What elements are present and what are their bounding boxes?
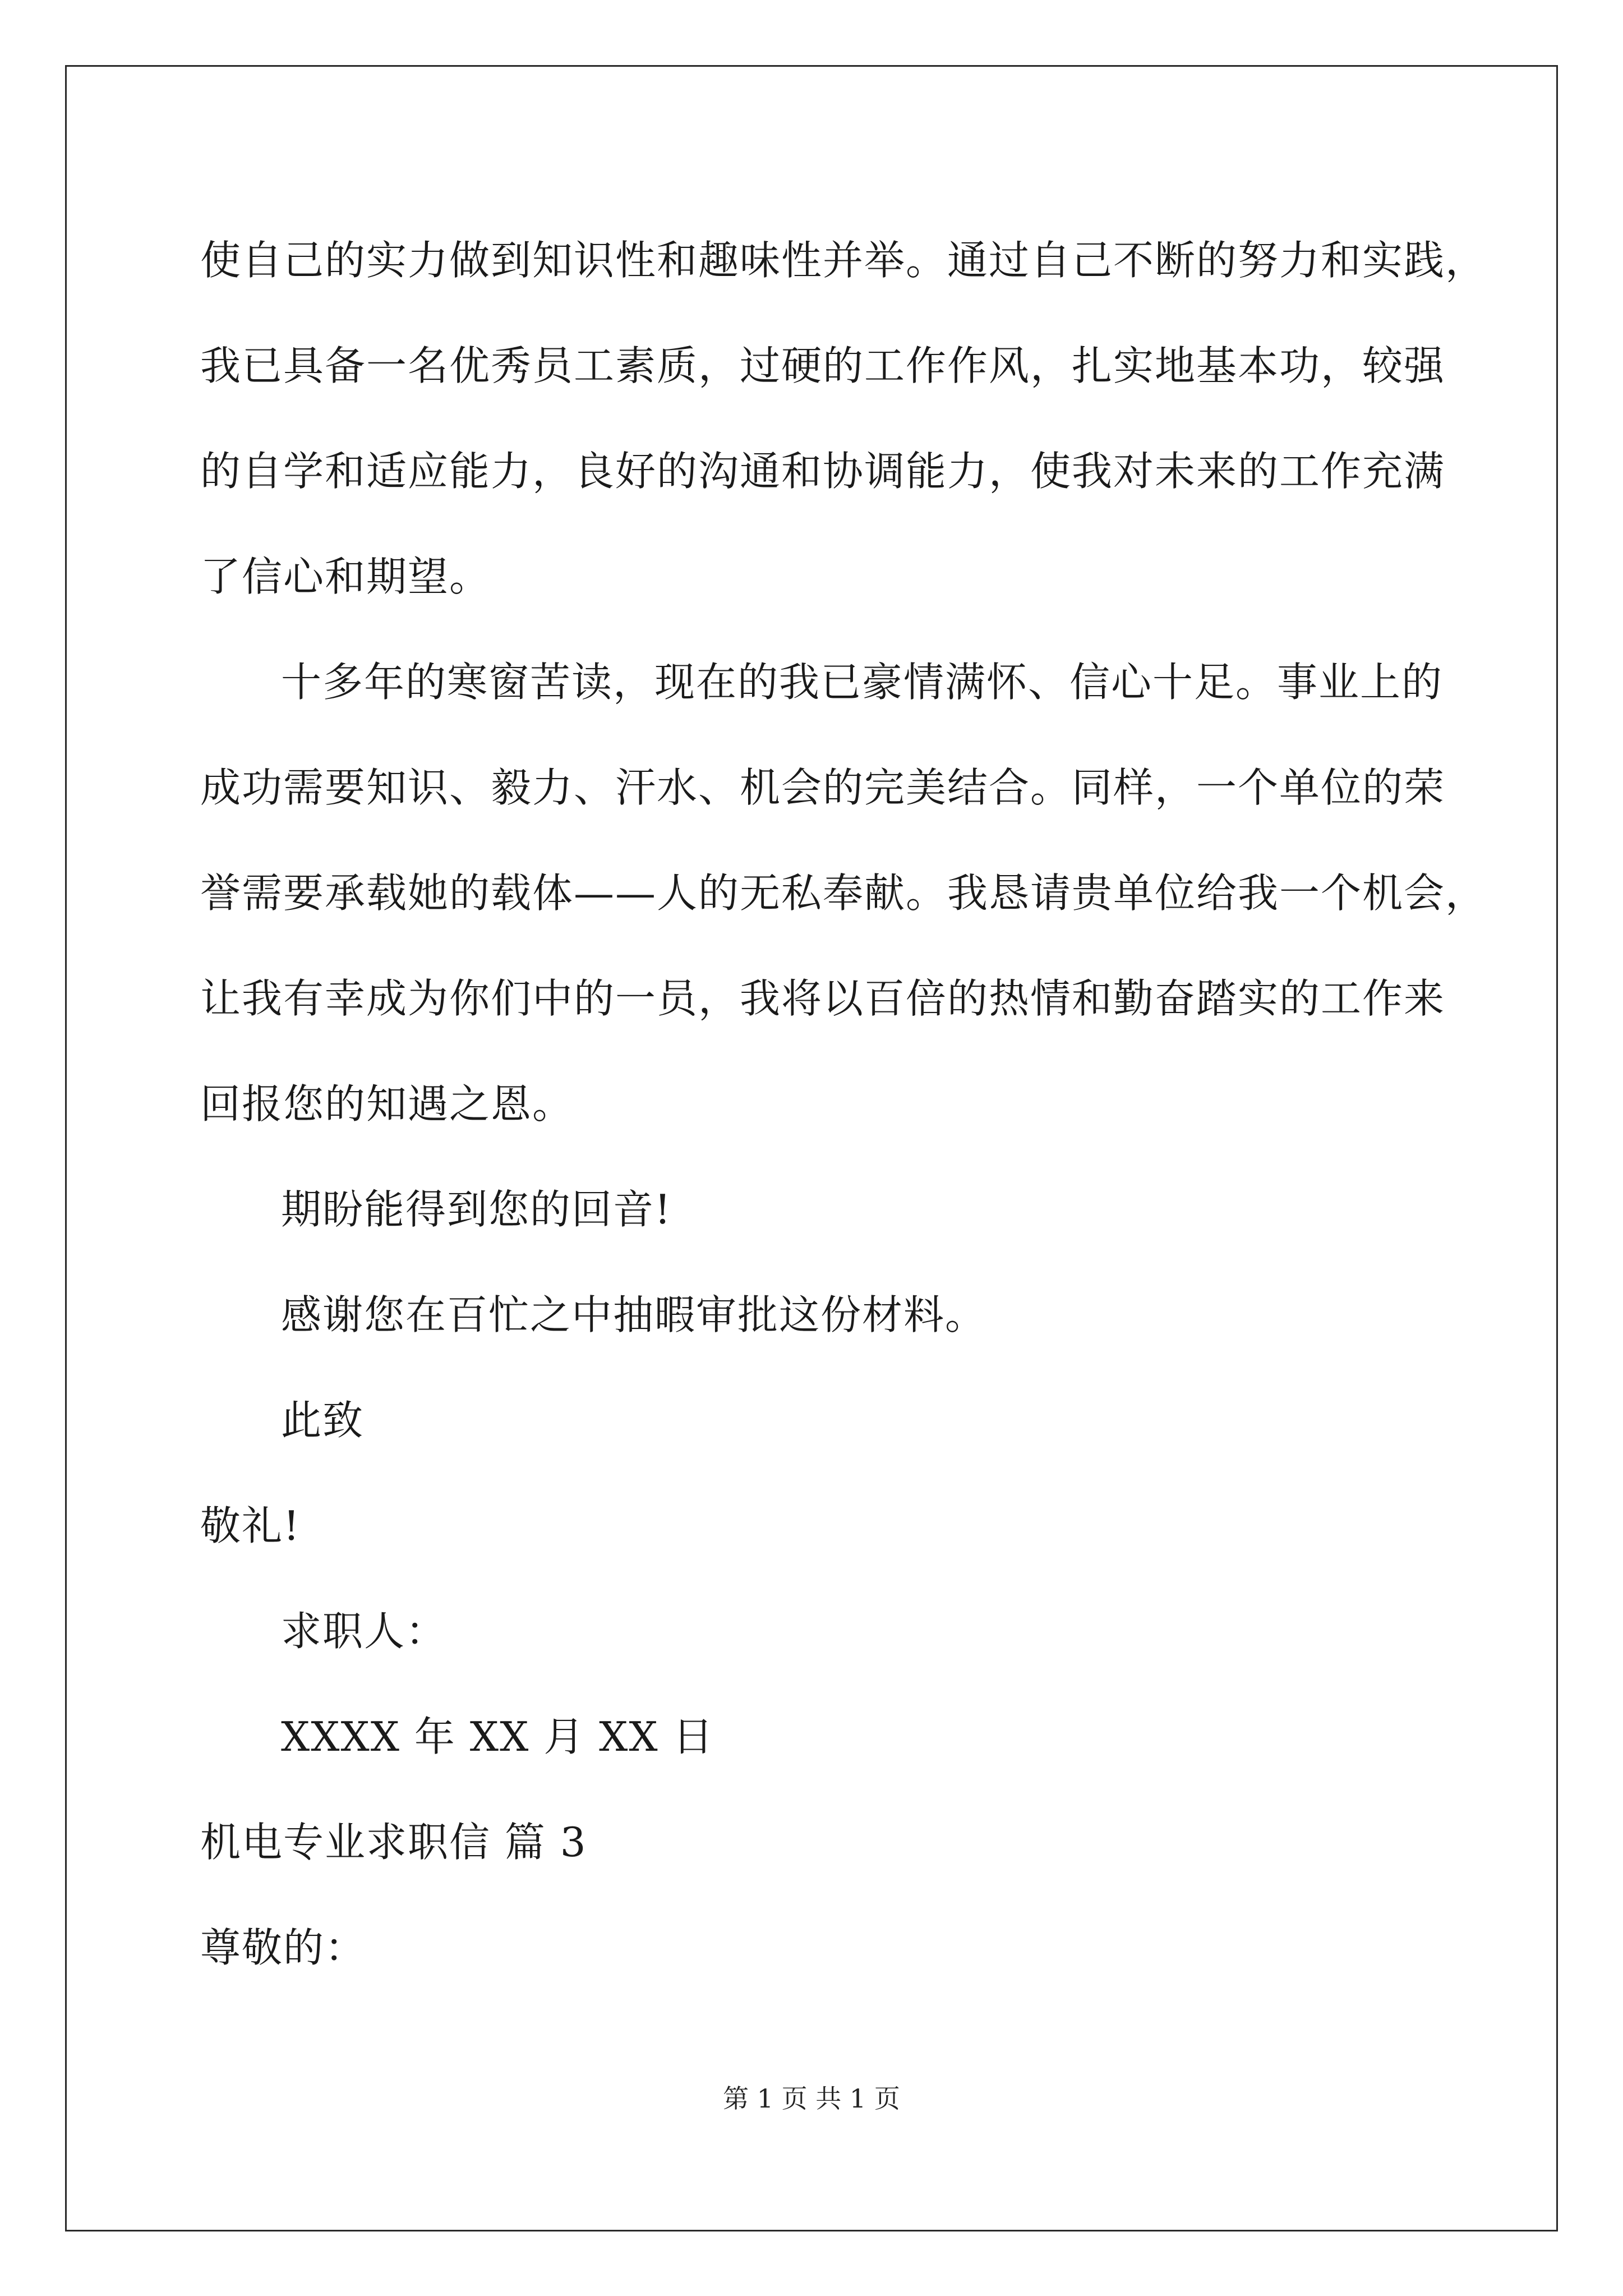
salutation-jingli: 敬礼!	[200, 1502, 301, 1549]
body-line-1: 使自己的实力做到知识性和趣味性并举。通过自己不断的努力和实践，	[200, 237, 1487, 284]
body-line-9: 回报您的知遇之恩。	[200, 1080, 574, 1128]
signature-applicant: 求职人：	[281, 1608, 448, 1655]
body-line-7: 誉需要承载她的载体——人的无私奉献。我恳请贵单位给我一个机会，	[200, 869, 1487, 917]
body-line-6: 成功需要知识、毅力、汗水、机会的完美结合。同样，一个单位的荣	[200, 764, 1446, 811]
body-line-5: 十多年的寒窗苦读，现在的我已豪情满怀、信心十足。事业上的	[281, 659, 1444, 706]
body-line-3: 的自学和适应能力，良好的沟通和协调能力，使我对未来的工作充满	[200, 448, 1446, 495]
section-heading: 机电专业求职信 篇 3	[200, 1819, 587, 1866]
closing-hope-line: 期盼能得到您的回音!	[281, 1186, 672, 1233]
page-footer: 第 1 页 共 1 页	[723, 2083, 900, 2114]
body-line-4: 了信心和期望。	[200, 553, 491, 600]
salutation-cizhi: 此致	[281, 1397, 365, 1444]
document-body	[200, 208, 1487, 2000]
greeting-line: 尊敬的：	[200, 1924, 367, 1971]
body-line-2: 我已具备一名优秀员工素质，过硬的工作作风，扎实地基本功，较强	[200, 342, 1446, 389]
signature-date: XXXX 年 XX 月 XX 日	[281, 1713, 714, 1760]
closing-thanks-line: 感谢您在百忙之中抽暇审批这份材料。	[281, 1291, 987, 1338]
body-line-8: 让我有幸成为你们中的一员，我将以百倍的热情和勤奋踏实的工作来	[200, 975, 1446, 1022]
